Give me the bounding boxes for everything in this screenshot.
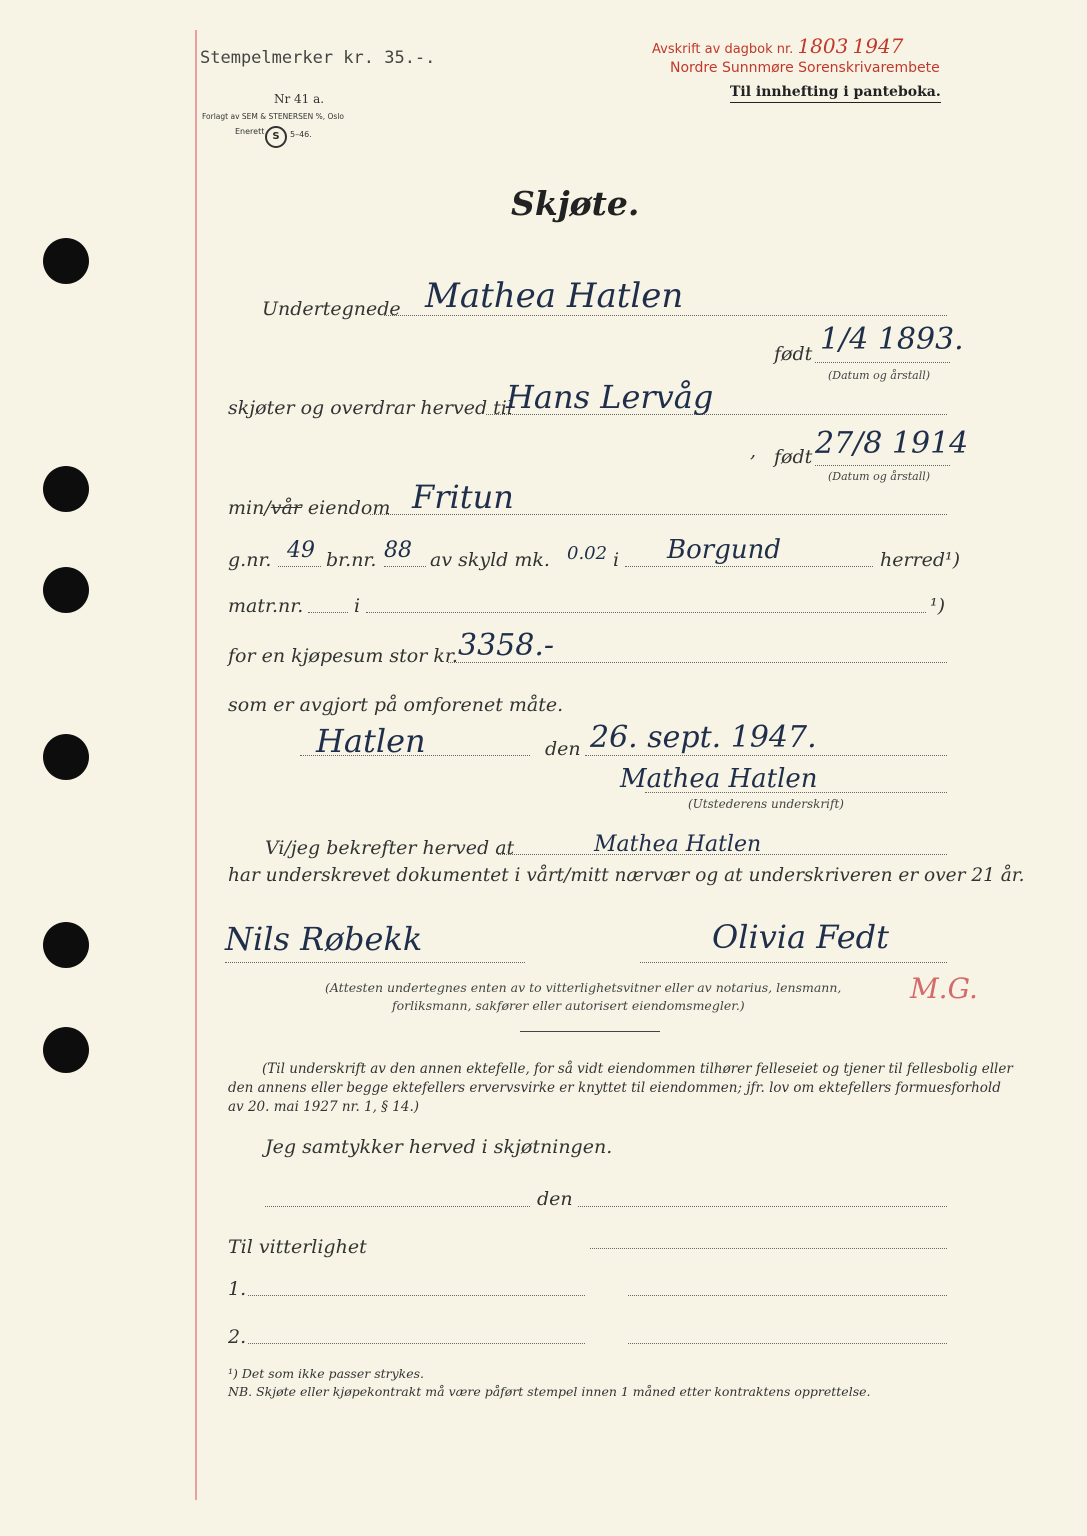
registry-entry-number: 1803 [797,34,849,58]
property-name: Fritun [412,478,514,516]
brnr-label: br.nr. [326,549,377,571]
witness-confirm-line2: har underskrevet dokumentet i vårt/mitt nærvær og at underskriveren er over 21 år. [228,865,1025,886]
punch-hole [43,238,89,284]
seller-label: Undertegnede [262,298,401,320]
attestation-1b-line [628,1295,947,1296]
attestation-2a-line [248,1343,585,1344]
matr-i-line [366,612,926,613]
consent-place-line [265,1206,530,1207]
seller-born-label: født [774,343,813,365]
footnote-1: ¹) Det som ikke passer strykes. [228,1366,425,1381]
consent-den: den [537,1188,573,1210]
herred-value: Borgund [667,535,781,565]
buyer-name: Hans Lervåg [506,378,714,416]
witness-1-line [225,962,525,963]
issuer-signature: Mathea Hatlen [620,764,818,794]
seller-date-hint: (Datum og årstall) [828,369,931,382]
punch-hole [43,1027,89,1073]
attestation-1: 1. [228,1278,247,1300]
skyld-label: av skyld mk. [430,549,550,571]
issuer-signature-label: (Utstederens underskrift) [688,797,844,811]
matr-label: matr.nr. [228,595,304,617]
property-label: min/vår eiendom [228,497,391,519]
registry-stamp-line3: Til innhefting i panteboka. [730,84,941,103]
herred-line [625,566,873,567]
signing-place: Hatlen [316,722,426,760]
payment-settled-text: som er avgjort på omforenet måte. [228,694,564,716]
spouse-note-3: av 20. mai 1927 nr. 1, § 14.) [228,1099,420,1115]
punch-hole [43,466,89,512]
issuer-signature-line [645,792,947,793]
consent-text: Jeg samtykker herved i skjøtningen. [265,1136,613,1158]
registry-stamp-line1 [652,34,903,58]
witness-note-1: (Attesten undertegnes enten av to vitterlighetsvitner eller av notarius, lensmann, [325,980,842,995]
attestation-1a-line [248,1295,585,1296]
gnr-line [278,566,321,567]
buyer-date-hint: (Datum og årstall) [828,470,931,483]
form-number: Nr 41 a. [274,92,325,106]
signing-date-line [585,755,947,756]
gnr-value: 49 [287,538,315,563]
document-title: Skjøte. [511,184,640,223]
registry-stamp-line2: Nordre Sunnmøre Sorenskrivarembete [670,60,940,76]
form-rights: Enerett [235,127,265,136]
seller-born-date: 1/4 1893. [820,322,964,357]
signing-date: 26. sept. 1947. [590,720,817,755]
brnr-value: 88 [384,538,412,563]
matr-footnote-mark: ¹) [930,595,946,617]
skyld-i-label: i [613,549,620,571]
buyer-born-label: født [774,446,813,468]
consent-signature-line [590,1248,947,1249]
price-label: for en kjøpesum stor kr. [228,645,458,667]
registry-year: 1947 [852,34,904,58]
herred-label: herred¹) [880,549,961,571]
buyer-born-line [815,465,950,466]
punch-hole [43,734,89,780]
witness-note-2: forliksmann, sakfører eller autorisert eiendomsmegler.) [392,998,745,1013]
attestation-label: Til vitterlighet [228,1236,367,1258]
margin-line [195,30,197,1500]
seller-born-line [815,362,950,363]
witness-signature-1: Nils Røbekk [225,920,423,958]
separator-rule [520,1031,660,1032]
buyer-label: skjøter og overdrar herved til [228,397,513,419]
stamp-duty-text: Stempelmerker kr. 35.-. [200,48,436,68]
brnr-line [384,566,426,567]
gnr-label: g.nr. [228,549,272,571]
registrar-initials: M.G. [910,972,978,1005]
witness-confirm-prefix: Vi/jeg bekrefter herved at [265,837,515,859]
attestation-2: 2. [228,1326,247,1348]
punch-hole [43,922,89,968]
attestation-2b-line [628,1343,947,1344]
witness-2-line [640,962,947,963]
buyer-comma: , [750,440,757,462]
price-amount: 3358.- [458,628,555,663]
signing-den: den [545,738,581,760]
publisher-seal-icon: S [265,126,287,148]
form-date-code: 5–46. [290,130,312,139]
registry-prefix: Avskrift av dagbok nr. [652,42,794,57]
spouse-note-1: (Til underskrift av den annen ektefelle, for så vidt eiendommen tilhører felleseiet og tjener til fellesbolig eller [262,1061,1013,1077]
spouse-note-2: den annens eller begge ektefellers ervervsvirke er knyttet til eiendommen; jfr. lov om ektefellers formuesforhold [228,1080,1001,1096]
matr-i-label: i [354,595,361,617]
punch-hole [43,567,89,613]
witness-confirm-name: Mathea Hatlen [594,832,762,857]
witness-signature-2: Olivia Fedt [712,918,889,956]
seller-name: Mathea Hatlen [425,276,684,316]
footnote-2: NB. Skjøte eller kjøpekontrakt må være påført stempel innen 1 måned etter kontraktens opprettelse. [228,1384,871,1399]
consent-date-line [578,1206,947,1207]
buyer-born-date: 27/8 1914 [815,426,969,461]
skyld-value: 0.02 [567,543,608,564]
form-publisher: Forlagt av SEM & STENERSEN %, Oslo [202,112,345,121]
signing-place-line [300,755,530,756]
matr-line [308,612,348,613]
struck-out-var: vår [270,497,302,519]
